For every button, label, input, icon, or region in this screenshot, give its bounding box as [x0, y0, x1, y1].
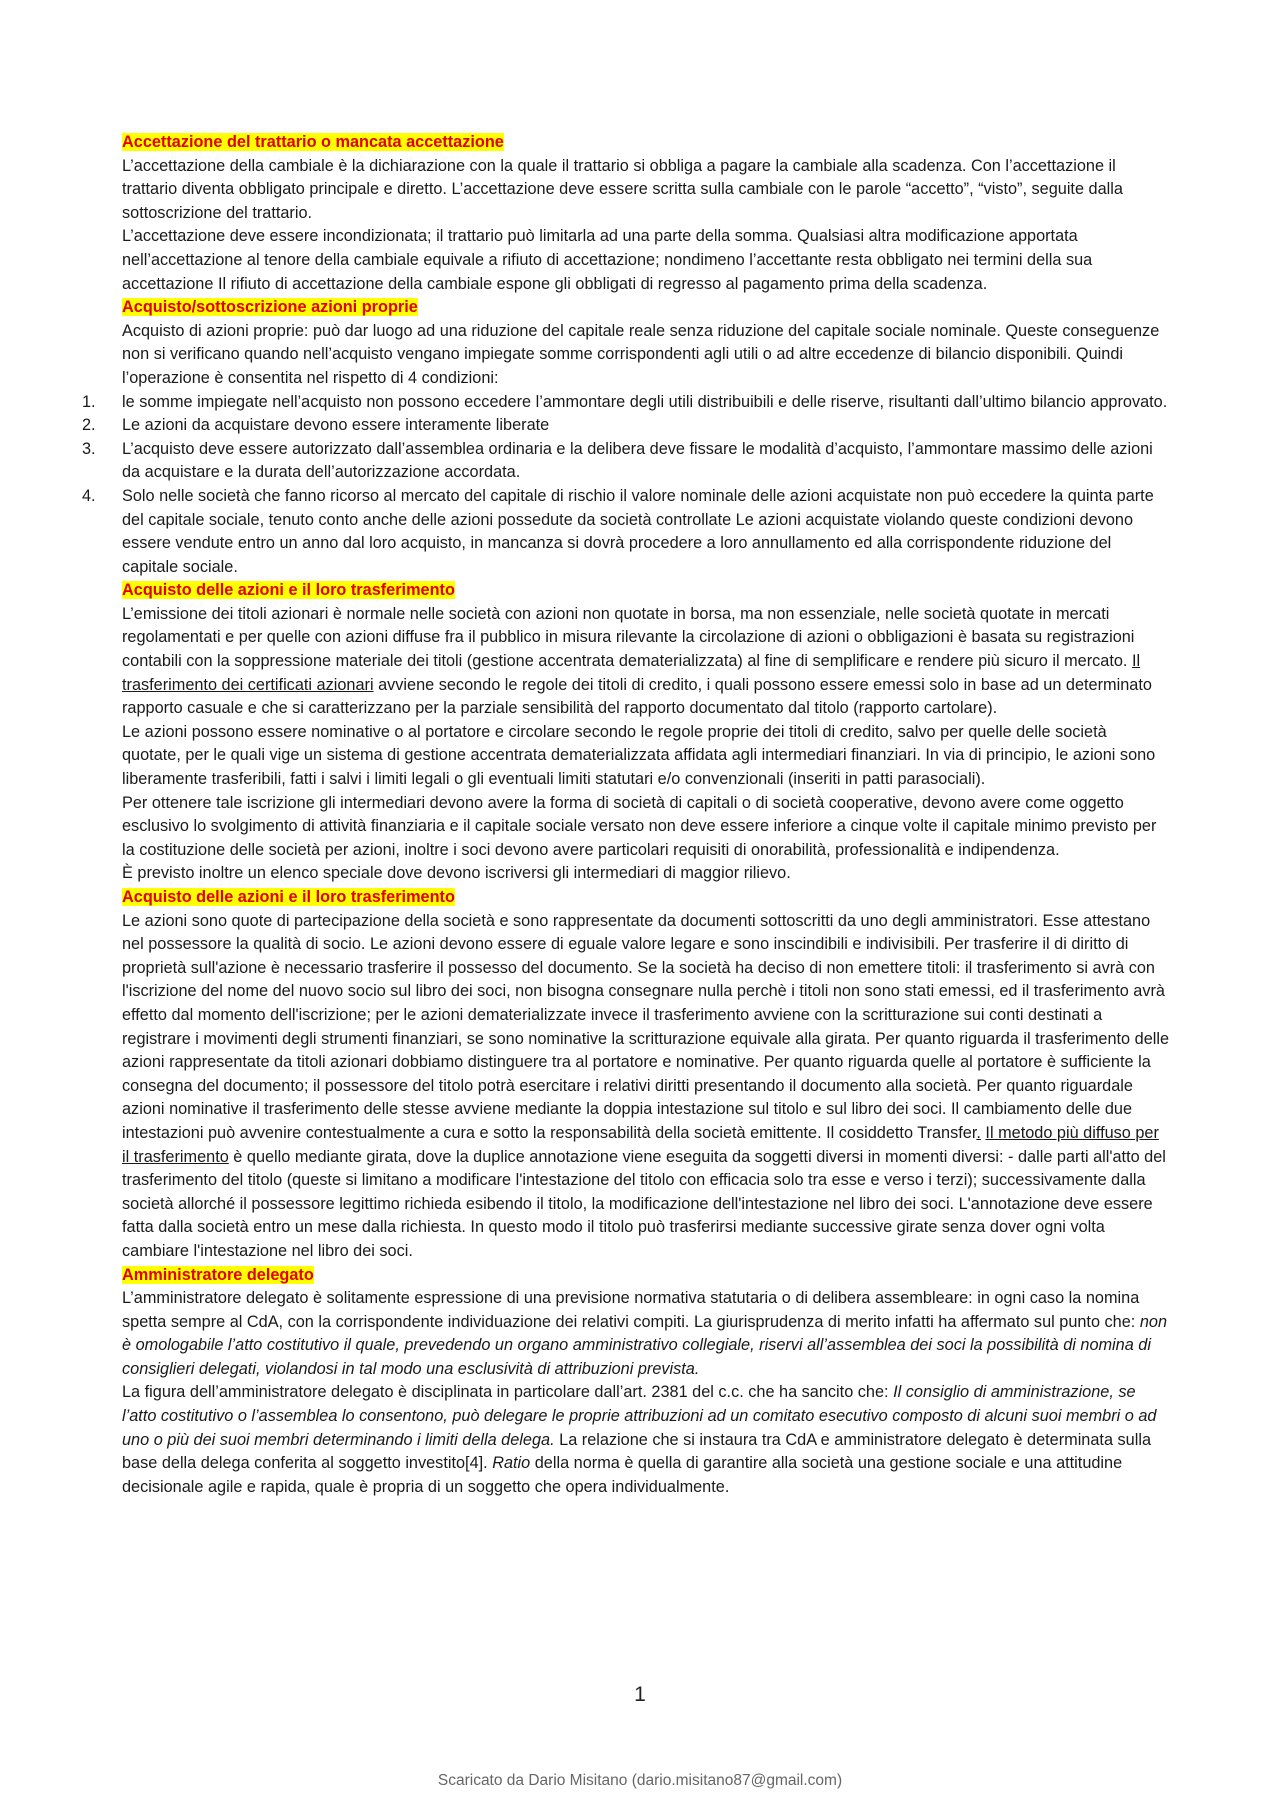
paragraph: L’accettazione della cambiale è la dichiarazione con la quale il trattario si obbliga a pagare la cambiale alla scadenza. Con l’accettazione il trattario diventa obbligato principale e diretto. L’accettazione deve essere scritta sulla cambiale con le parole “accetto”, “visto”, seguite dalla sottoscrizione del trattario.: [122, 156, 1123, 222]
paragraph-text: Le azioni sono quote di partecipazione della società e sono rappresentate da documenti sottoscritti da uno degli amministratori. Esse attestano nel possessore la qualità di socio. Le azioni devono essere di eguale valore legare e sono inscindibili e indivisibili. Per trasferire il di diritto di proprietà sull'azione è necessario trasferire il possesso del documento. Se la società ha deciso di non emettere titoli: il trasferimento si avrà con l'iscrizione del nome del nuovo socio sul libro dei soci, non bisogna consegnare nulla perchè i titoli non sono stati emessi, ed il trasferimento avrà effetto dal momento dell'iscrizione; per le azioni dematerializzate invece il trasferimento avviene con la scritturazione sui conti destinati a registrare i movimenti degli strumenti finanziari, se sono nominative la scritturazione equivale alla girata. Per quanto riguarda il trasferimento delle azioni rappresentate da titoli azionari dobbiamo distinguere tra al portatore e nominative. Per quanto riguarda quelle al portatore è sufficiente la consegna del documento; il possessore del titolo potrà esercitare i relativi diritti presentando il documento alla società. Per quanto riguardale azioni nominative il trasferimento delle stesse avviene mediante la doppia intestazione sul titolo e sul libro dei soci. Il cambiamento delle due intestazioni può avvenire contestualmente a cura e sotto la responsabilità della società emittente. Il cosiddetto Transfer: [122, 911, 1170, 1142]
italic-quote: non è omologabile l’atto costitutivo il quale, prevedendo un organo amministrativo collegiale, riservi all’assemblea dei soci la possibilità di nomina di consiglieri delegati, violandosi in tal modo una esclusività di attribuzioni prevista.: [122, 1312, 1168, 1378]
list-number: 3.: [82, 439, 96, 458]
paragraph-text: La relazione che si instaura tra CdA e amministratore delegato è determinata sulla base della delega conferita al soggetto investito[4].: [122, 1430, 1152, 1473]
list-number: 4.: [82, 486, 96, 505]
paragraph: [122, 603, 1170, 721]
paragraph: Acquisto di azioni proprie: può dar luogo ad una riduzione del capitale reale senza riduzione del capitale sociale nominale. Queste conseguenze non si verificano quando nell’acquisto vengano impiegate somme corrispondenti agli utili o ad altre eccedenze di bilancio disponibili. Quindi l’operazione è consentita nel rispetto di 4 condizioni:: [122, 321, 1160, 387]
section-trasferimento-2: [122, 886, 1170, 1264]
paragraph: È previsto inoltre un elenco speciale dove devono iscriversi gli intermediari di maggior rilievo.: [122, 864, 791, 883]
underlined-phrase: Il metodo più diffuso per il trasferimento: [122, 1123, 1159, 1166]
paragraph: [122, 910, 1170, 1264]
download-footer: Scaricato da Dario Misitano (dario.misitano87@gmail.com): [437, 1772, 843, 1789]
section-heading: Acquisto delle azioni e il loro trasferimento: [122, 581, 455, 600]
document-body: [82, 131, 1170, 1499]
paragraph: Per ottenere tale iscrizione gli intermediari devono avere la forma di società di capitali o di società cooperative, devono avere come oggetto esclusivo lo svolgimento di attività finanziaria e il capitale sociale versato non deve essere inferiore a cinque volte il capitale minimo previsto per la costituzione delle società per azioni, inoltre i soci devono avere particolari requisiti di onorabilità, professionalità e indipendenza.: [122, 793, 1157, 859]
list-item: [82, 485, 1170, 579]
list-item-text: Solo nelle società che fanno ricorso al mercato del capitale di rischio il valore nominale delle azioni acquistate non può eccedere la quinta parte del capitale sociale, tenuto conto anche delle azioni possedute da società controllate Le azioni acquistate violando queste condizioni devono essere vendute entro un anno dal loro acquisto, in mancanza si dovrà procedere a loro annullamento ed alla corrispondente riduzione del capitale sociale.: [122, 486, 1154, 576]
list-number: 1.: [82, 392, 96, 411]
paragraph-text: L’emissione dei titoli azionari è normale nelle società con azioni non quotate in borsa, ma non essenziale, nelle società quotate in mercati regolamentati e per quelle con azioni diffuse fra il pubblico in misura rilevante la circolazione di azioni o obbligazioni è basata su registrazioni contabili con la soppressione materiale dei titoli (gestione accentrata dematerializzata) al fine di semplificare e rendere più sicuro il mercato.: [122, 604, 1135, 671]
paragraph: Le azioni possono essere nominative o al portatore e circolare secondo le regole proprie dei titoli di credito, salvo per quelle delle società quotate, per le quali vige un sistema di gestione accentrata dematerializzata affidata agli intermediari finanziari. In via di principio, le azioni sono liberamente trasferibili, fatti i salvi i limiti legali o gli eventuali limiti statutari e/o convenzionali (inseriti in patti parasociali).: [122, 722, 1156, 789]
section-heading: Acquisto/sottoscrizione azioni proprie: [122, 298, 418, 317]
underlined-phrase: Il trasferimento dei certificati azionari: [122, 652, 1141, 694]
section-heading: Amministratore delegato: [122, 1265, 314, 1284]
underlined-dot: .: [976, 1123, 981, 1142]
section-accettazione: [122, 131, 1170, 296]
paragraph-text: La figura dell’amministratore delegato è disciplinata in particolare dall’art. 2381 del c.c. che ha sancito che:: [122, 1383, 894, 1402]
list-number: 2.: [82, 416, 96, 435]
section-amministratore-delegato: [122, 1264, 1170, 1500]
section-heading: Acquisto delle azioni e il loro trasferimento: [122, 888, 455, 906]
paragraph: [122, 1287, 1170, 1381]
conditions-list: [82, 391, 1170, 580]
paragraph: [122, 1381, 1170, 1499]
list-item-text: Le azioni da acquistare devono essere interamente liberate: [122, 416, 550, 435]
paragraph: L’accettazione deve essere incondizionata; il trattario può limitarla ad una parte della somma. Qualsiasi altra modificazione apportata nell’accettazione al tenore della cambiale equivale a rifiuto di accettazione; nondimeno l’accettante resta obbligato nei termini della sua accettazione Il rifiuto di accettazione della cambiale espone gli obbligati di regresso al pagamento prima della scadenza.: [122, 227, 1093, 293]
list-item: [82, 438, 1170, 485]
section-heading: Accettazione del trattario o mancata accettazione: [122, 133, 504, 151]
italic-word: Ratio: [492, 1454, 531, 1473]
list-item: [82, 391, 1170, 415]
italic-quote: Il consiglio di amministrazione, se l’atto costitutivo o l’assemblea lo consentono, può delegare le proprie attribuzioni ad un comitato esecutivo composto di alcuni suoi membri o ad uno o più dei suoi membri determinando i limiti della delega.: [122, 1383, 1157, 1449]
paragraph-text: della norma è quella di garantire alla società una gestione sociale e una attitudine decisionale agile e rapida, quale è propria di un soggetto che opera individualmente.: [122, 1454, 1123, 1496]
section-azioni-proprie: [82, 296, 1170, 579]
section-trasferimento-1: [122, 579, 1170, 886]
list-item-text: L’acquisto deve essere autorizzato dall’assemblea ordinaria e la delibera deve fissare le modalità d’acquisto, l’ammontare massimo delle azioni da acquistare e la durata dell’autorizzazione accordata.: [122, 439, 1153, 482]
list-item: [82, 414, 1170, 438]
paragraph-text: è quello mediante girata, dove la duplice annotazione viene eseguita da soggetti diversi in momenti diversi: - dalle parti all'atto del trasferimento del titolo (queste si limitano a modificare l'intestazione del titolo con efficacia solo tra esse e verso i terzi); successivamente dalla società allorché il possessore legittimo richieda esibendo il titolo, la modificazione dell'intestazione nel libro dei soci. L'annotazione deve essere fatta dalla società entro un mese dalla richiesta. In questo modo il titolo può trasferirsi mediante successive girate senza dover ogni volta cambiare l'intestazione nel libro dei soci.: [122, 1147, 1166, 1260]
list-item-text: le somme impiegate nell’acquisto non possono eccedere l’ammontare degli utili distribuibili e delle riserve, risultanti dall’ultimo bilancio approvato.: [122, 392, 1168, 411]
page-number: 1: [634, 1683, 646, 1706]
paragraph-text: L’amministratore delegato è solitamente espressione di una previsione normativa statutaria o di delibera assembleare: in ogni caso la nomina spetta sempre al CdA, con la corrispondente individuazione dei relativi compiti. La giurisprudenza di merito infatti ha affermato sul punto che:: [122, 1289, 1140, 1331]
paragraph-text: avviene secondo le regole dei titoli di credito, i quali possono essere emessi solo in base ad un determinato rapporto casuale e che si caratterizzano per la parziale sensibilità del rapporto documentato dal titolo (rapporto cartolare).: [122, 675, 1152, 718]
